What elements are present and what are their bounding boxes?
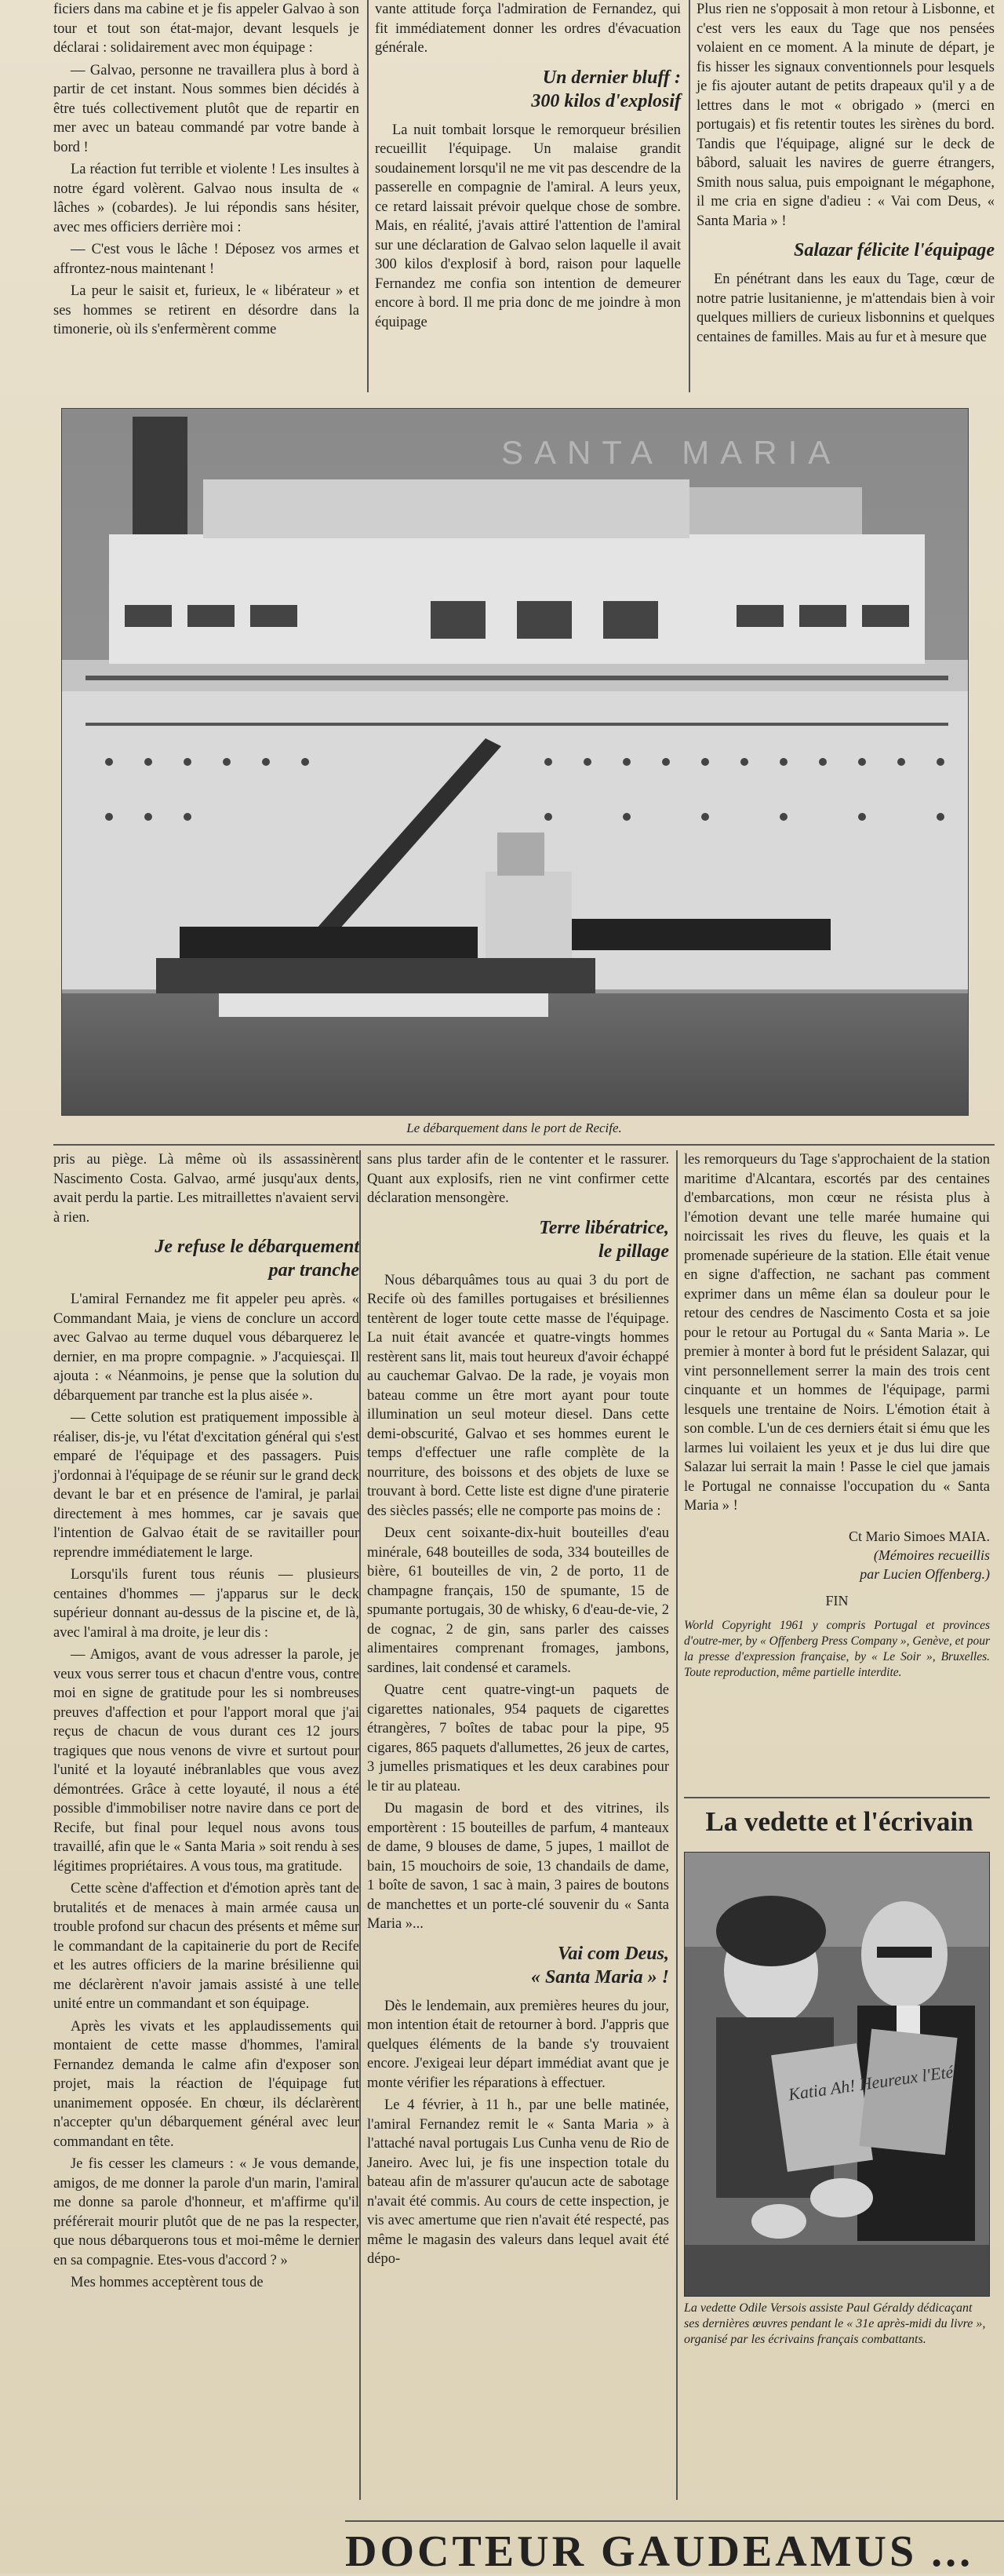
- ship-photo-illustration: [62, 409, 968, 1115]
- signature-line: par Lucien Offenberg.): [860, 1565, 990, 1582]
- portrait-photo-illustration: [685, 1853, 989, 2296]
- ship-name-text: SANTA MARIA: [501, 434, 842, 471]
- subhead-line: Terre libératrice,: [539, 1217, 669, 1238]
- subhead-line: « Santa Maria » !: [530, 1966, 669, 1988]
- signature-line: (Mémoires recueillis: [873, 1547, 990, 1563]
- paragraph: La réaction fut terrible et violente ! Les insultes à notre égard volèrent. Galvao nous insulta de « lâches » (cobardes). Je lui répondis sans hésiter, avec mes officiers derrière moi :: [53, 162, 359, 235]
- paragraph: Après les vivats et les applaudissements qui montaient de cette masse d'hommes, l'amiral Fernandez demanda le calme afin d'exposer son projet, mais la réaction de l'équipage fut unanimement opposée. En chœur, ils déclarèrent n'accepter qu'un débarquement général avec leur commandant en tête.: [53, 2018, 359, 2150]
- paragraph: Deux cent soixante-dix-huit bouteilles d'eau minérale, 648 bouteilles de soda, 334 bouteilles de bière, 61 bouteilles de vin, 2 de porto, 11 de champagne français, 150 de spumante, 15 de spumante portugais, 30 de whisky, 6 d'eau-de-vie, 2 de cognac, 2 de gin, sans parler des caisses alimentaires comprenant fromages, jambons, sardines, lait condensé et caramels.: [367, 1525, 669, 1676]
- subhead-line: Vai com Deus,: [557, 1943, 669, 1964]
- paragraph: vante attitude força l'admiration de Fernandez, qui fit immédiatement donner les ordres d'évacuation générale.: [375, 2, 681, 56]
- book-cover-text: Katia Ah! Heureux l'Eté: [787, 2061, 955, 2104]
- paragraph: La nuit tombait lorsque le remorqueur brésilien recueillit l'équipage. Un malaise grandit soudainement lorsqu'il ne me vit pas descendre de la passerelle en compagnie de l'amiral. A leurs yeux, ce retard laissait prévoir quelque chose de sombre. Mais, en réalité, j'avais attiré l'attention de l'amiral sur une déclaration de Galvao selon laquelle il avait 300 kilos d'explosif à bord, raison pour laquelle Fernandez me confia son intention de demeurer encore à bord. Il me pria donc de me joindre à mon équipage: [375, 122, 681, 330]
- column-3-top: [697, 0, 995, 350]
- paragraph: ficiers dans ma cabine et je fis appeler Galvao à son tour et tout son état-major, devant lesquels je déclarai : solidairement avec mon équipage :: [53, 2, 359, 56]
- column-2-bottom: [367, 1150, 669, 2272]
- subhead-line: 300 kilos d'explosif: [531, 90, 681, 111]
- subhead-terre: [367, 1216, 669, 1263]
- paragraph: les remorqueurs du Tage s'approchaient de la station maritime d'Alcantara, escortés par des centaines d'embarcations, mon cœur ne résista plus à l'émotion devant une telle marée humaine qui noircissait les rives du fleuve, les quais et la promenade supérieure de la station. Elle était venue en signe d'affection, ne sachant pas comment exprimer dans un même élan sa douleur pour le retour des cendres de Nascimento Costa et sa joie pour le retour au Portugal du « Santa Maria ». Le premier à monter à bord fut le président Salazar, qui vint personnellement serrer la main des trois cent cinquante et un hommes de l'équipage, parmi lesquels une trentaine de Noirs. L'émotion était à son comble. L'un de ces derniers était si ému que les larmes lui voilaient les yeux et je dus lui dire que Salazar lui serrait la main ! Passe le ciel que jamais le Portugal ne connaisse l'occupation du « Santa Maria » !: [684, 1152, 990, 1514]
- next-article-banner: DOCTEUR GAUDEAMUS ...: [345, 2527, 974, 2576]
- paragraph: Nous débarquâmes tous au quai 3 du port de Recife où des familles portugaises et brésiliennes tentèrent de loger toute cette masse de l'équipage. La nuit était avancée et quatre-vingts hommes restèrent sans lit, mais tout heureux d'avoir échappé au cauchemar Galvao. De la rade, je voyais mon bateau comme un être mort ayant pour toute illumination un seul moteur diesel. Dans cette demi-obscurité, Galvao et ses hommes eurent le temps d'effectuer une rafle complète de la nourriture, des boissons et des objets de luxe se trouvant à bord. Cette liste est digne d'une piraterie des siècles passés; elle ne comporte pas moins de :: [367, 1272, 669, 1519]
- subhead-salazar: Salazar félicite l'équipage: [794, 240, 995, 261]
- subhead-line: Un dernier bluff :: [542, 67, 681, 88]
- box-divider: [684, 1797, 990, 1798]
- box-title: La vedette et l'écrivain: [705, 1806, 973, 1837]
- banner-rule: [345, 2520, 1004, 2522]
- photo2-caption: La vedette Odile Versois assiste Paul Géraldy dédicaçant ses dernières œuvres pendant le « 31e après-midi du livre », organisé par les écrivains français combattants.: [684, 2301, 986, 2346]
- paragraph: Lorsqu'ils furent tous réunis — plusieurs centaines d'hommes — j'apparus sur le deck supérieur donnant au-dessus de la piscine et, de là, avec l'amiral à ma droite, je leur dis :: [53, 1567, 359, 1641]
- paragraph: — C'est vous le lâche ! Déposez vos armes et affrontez-nous maintenant !: [53, 242, 359, 277]
- paragraph: Quatre cent quatre-vingt-un paquets de cigarettes nationales, 954 paquets de cigarettes étrangères, 7 boîtes de tabac pour la pipe, 95 cigares, 865 paquets d'allumettes, 26 jeux de cartes, 3 jumelles prismatiques et les deux carabines pour le tir au plateau.: [367, 1682, 669, 1794]
- paragraph: En pénétrant dans les eaux du Tage, cœur de notre patrie lusitanienne, je m'attendais bien à voir quelques milliers de curieux lisbonnins et quelques centaines de familles. Mais au fur et à mesure que: [697, 271, 995, 345]
- paragraph: Mes hommes acceptèrent tous de: [71, 2275, 264, 2290]
- subhead-line: par tranche: [268, 1260, 359, 1281]
- fin-marker: FIN: [825, 1592, 849, 1609]
- photo-caption: Le débarquement dans le port de Recife.: [406, 1120, 622, 1135]
- paragraph: — Galvao, personne ne travaillera plus à bord à partir de cet instant. Nous sommes bien décidés à être tués collectivement plutôt que de repartir en mer avec un bateau commandé par votre bande à bord !: [53, 62, 359, 155]
- paragraph: Plus rien ne s'opposait à mon retour à Lisbonne, et c'est vers les eaux du Tage que nos pensées volaient en ce moment. A la minute de départ, je fis hisser les signaux conventionnels pour lesquels je fis ajouter autant de petits drapeaux qu'il y a de lettres dans le mot « obrigado » (merci en portugais) et fis retentir toutes les sirènes du bord. Tandis que l'équipage, aligné sur le deck de bâbord, saluait les navires de guerre étrangers, Smith nous salua, puis empoignant le mégaphone, il me cria en signe d'adieu : « Vai com Deus, « Santa Maria » !: [697, 2, 995, 229]
- paragraph: Je fis cesser les clameurs : « Je vous demande, amigos, de me donner la parole d'un marin, l'amiral me donne sa parole d'honneur, et m'affirme qu'il préférerait mourir plutôt que de ne pas la respecter, que nous débarquerons tous et moi-même le dernier en sa compagnie. Etes-vous d'accord ? »: [53, 2156, 359, 2268]
- subhead-un-dernier-bluff: [375, 66, 681, 113]
- column-3-bottom: [684, 1150, 990, 1681]
- section-divider: [53, 1144, 995, 1146]
- column-divider: [689, 0, 690, 392]
- copyright-notice: World Copyright 1961 y compris Portugal et provinces d'outre-mer, by « Offenberg Press Company », Genève, et pour la presse d'expression française, by « Le Soir », Bruxelles. Toute reproduction, même partielle interdite.: [684, 1619, 990, 1679]
- paragraph: La peur le saisit et, furieux, le « libérateur » et ses hommes se retirent en désordre dans la timonerie, où ils s'enfermèrent comme: [53, 283, 359, 337]
- column-1-bottom: [53, 1150, 359, 2296]
- paragraph: — Cette solution est pratiquement impossible à réaliser, dis-je, vu l'état d'excitation général qui s'est emparé de l'équipage et des passagers. Puis j'ordonnai à l'équipage de se réunir sur le grand deck devant le bar et en présence de l'amiral, je parlai directement à mes hommes, car je savais que l'intention de Galvao était de se ravitailler pour reprendre immédiatement le large.: [53, 1410, 359, 1561]
- column-divider: [359, 1150, 361, 2500]
- subhead-line: Je refuse le débarquement: [155, 1237, 359, 1257]
- subhead-line: le pillage: [598, 1241, 669, 1262]
- paragraph: sans plus tarder afin de le contenter et le rassurer. Quant aux explosifs, rien ne vint confirmer cette déclaration mensongère.: [367, 1152, 669, 1206]
- column-divider: [367, 0, 369, 392]
- paragraph: — Amigos, avant de vous adresser la parole, je veux vous serrer tous et chacun d'entre vous, contre moi en signe de gratitude pour les si nombreuses preuves d'affection et pour l'apport moral que j'ai reçus de chacun de vous durant ces 12 jours tragiques que nous venons de vivre et surtout pour l'unité et la loyauté inébranlables que vous avez démontrées. Grâce à cette loyauté, il nous a été possible d'immobiliser notre navire dans ce port de Recife, but final pour lequel nous avons tous travaillé, afin que le « Santa Maria » soit rendu à ses légitimes propriétaires. A vous tous, ma gratitude.: [53, 1647, 359, 1875]
- subhead-refuse: [53, 1235, 359, 1282]
- column-2-top: [375, 0, 681, 335]
- paragraph: L'amiral Fernandez me fit appeler peu après. « Commandant Maia, je viens de conclure un accord avec Galvao au terme duquel vous débarquerez le dernier, en ma propre compagnie. » J'acquiesçai. Il ajouta : « Néanmoins, je pense que la solution du débarquement par tranche est la plus aisée ».: [53, 1292, 359, 1404]
- paragraph: Du magasin de bord et des vitrines, ils emportèrent : 15 bouteilles de parfum, 4 manteaux de dame, 9 blouses de dame, 5 jupes, 1 maillot de bain, 15 mouchoirs de soie, 13 chandails de dame, 1 boîte de savon, 1 sac à main, 3 paires de boutons de manchettes et un porte-clé souvenir du « Santa Maria »...: [367, 1801, 669, 1932]
- signature: [684, 1527, 990, 1583]
- paragraph: Dès le lendemain, aux premières heures du jour, mon intention était de retourner à bord. J'appris que quelques éléments de la bande s'y trouvaient encore. J'exigeai leur départ immédiat avant que je monte vérifier les réparations à effectuer.: [367, 1998, 669, 2091]
- subhead-vai-com-deus: [367, 1942, 669, 1989]
- signature-author: Ct Mario Simoes MAIA.: [849, 1528, 990, 1544]
- paragraph: pris au piège. Là même où ils assassinèrent Nascimento Costa. Galvao, armé jusqu'aux dents, avait perdu la partie. Les mitraillettes n'avaient servi à rien.: [53, 1152, 359, 1226]
- paragraph: Le 4 février, à 11 h., par une belle matinée, l'amiral Fernandez remit le « Santa Maria » à l'attaché naval portugais Lus Cunha venu de Rio de Janeiro. Avec lui, je fis une inspection totale du bateau afin de m'assurer qu'aucun acte de sabotage n'avait été commis. Au cours de cette inspection, je vis avec amertume que rien n'avait été respecté, pas même le magasin des valeurs dans lequel avait été dépo-: [367, 2097, 669, 2267]
- column-1-top: [53, 0, 359, 343]
- paragraph: Cette scène d'affection et d'émotion après tant de brutalités et de menaces à main armée causa un trouble profond sur chacun des présents et même sur le commandant de la capitainerie du port de Recife et les autres officiers de la marine brésilienne qui me déclarèrent n'avoir jamais assisté à une telle unité entre un commandant et son équipage.: [53, 1881, 359, 2012]
- column-divider: [676, 1150, 678, 2500]
- photo-disembarkation-recife: [61, 408, 969, 1116]
- photo-vedette-ecrivain: [684, 1852, 990, 2297]
